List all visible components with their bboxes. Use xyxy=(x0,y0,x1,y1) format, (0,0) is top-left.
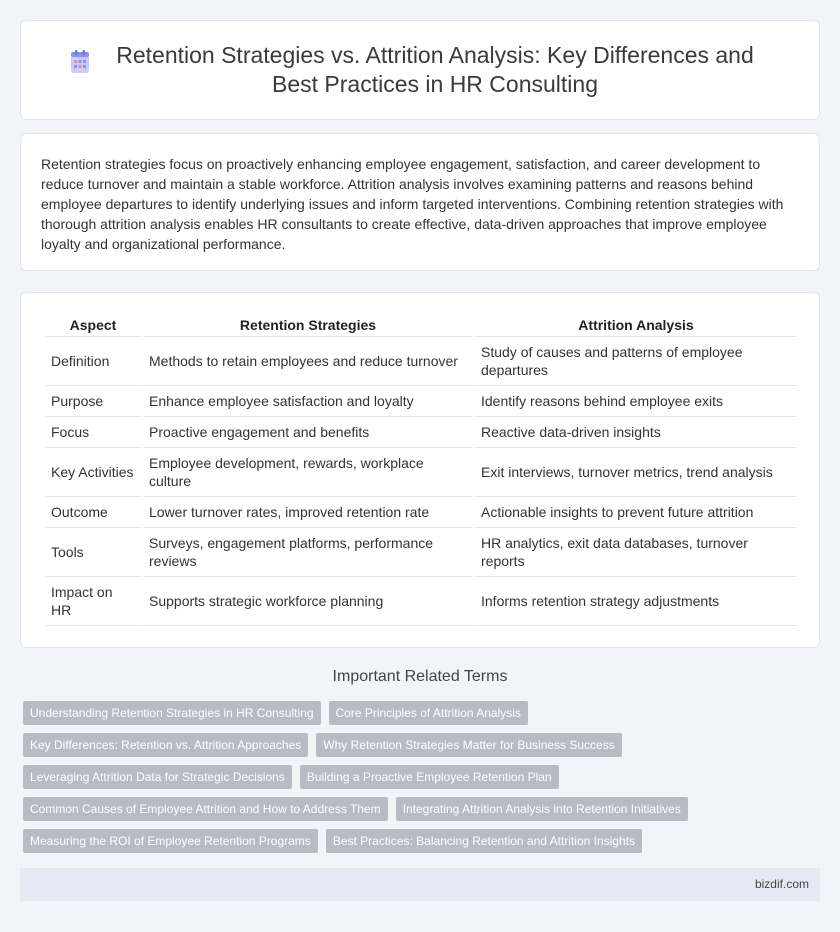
related-term-link[interactable]: Measuring the ROI of Employee Retention Programs xyxy=(23,829,318,853)
table-header-attrition: Attrition Analysis xyxy=(475,311,797,337)
page-title: Retention Strategies vs. Attrition Analysis: Key Differences and Best Practices in HR Consulting xyxy=(116,42,754,97)
tag-row xyxy=(23,701,823,725)
table-cell: Enhance employee satisfaction and loyalty xyxy=(143,386,473,417)
table-cell: Study of causes and patterns of employee departures xyxy=(475,337,797,386)
related-term-link[interactable]: Understanding Retention Strategies in HR Consulting xyxy=(23,701,321,725)
table-cell: Informs retention strategy adjustments xyxy=(475,577,797,626)
table-cell: Proactive engagement and benefits xyxy=(143,417,473,448)
intro-text: Retention strategies focus on proactively enhancing employee engagement, satisfaction, and career development to reduce turnover and maintain a stable workforce. Attrition analysis involves examining patterns and reasons behind employee departures to identify underlying issues and inform targeted interventions. Combining retention strategies with thorough attrition analysis enables HR consultants to create effective, data-driven approaches that improve employee loyalty and organizational performance. xyxy=(41,156,784,252)
related-terms-title: Important Related Terms xyxy=(332,668,508,685)
table-row xyxy=(45,448,797,497)
intro-card xyxy=(20,133,820,271)
table-row xyxy=(45,528,797,577)
table-cell: Identify reasons behind employee exits xyxy=(475,386,797,417)
table-cell: Exit interviews, turnover metrics, trend analysis xyxy=(475,448,797,497)
related-term-link[interactable]: Common Causes of Employee Attrition and How to Address Them xyxy=(23,797,388,821)
table-cell: Employee development, rewards, workplace culture xyxy=(143,448,473,497)
related-term-link[interactable]: Key Differences: Retention vs. Attrition Approaches xyxy=(23,733,308,757)
table-cell: Outcome xyxy=(45,497,141,528)
table-cell: Surveys, engagement platforms, performance reviews xyxy=(143,528,473,577)
header-card xyxy=(20,20,820,120)
related-term-link[interactable]: Integrating Attrition Analysis into Retention Initiatives xyxy=(396,797,688,821)
table-row xyxy=(45,577,797,626)
table-cell: HR analytics, exit data databases, turnover reports xyxy=(475,528,797,577)
table-row xyxy=(45,497,797,528)
related-term-link[interactable]: Best Practices: Balancing Retention and Attrition Insights xyxy=(326,829,642,853)
document-icon xyxy=(67,49,93,75)
table-cell: Lower turnover rates, improved retention rate xyxy=(143,497,473,528)
tag-row xyxy=(23,797,823,821)
table-cell: Focus xyxy=(45,417,141,448)
related-term-link[interactable]: Why Retention Strategies Matter for Business Success xyxy=(316,733,621,757)
table-cell: Tools xyxy=(45,528,141,577)
table-cell: Actionable insights to prevent future attrition xyxy=(475,497,797,528)
table-header-aspect: Aspect xyxy=(45,311,141,337)
tag-row xyxy=(23,765,823,789)
related-term-link[interactable]: Building a Proactive Employee Retention Plan xyxy=(300,765,559,789)
table-row xyxy=(45,386,797,417)
table-row xyxy=(45,417,797,448)
table-cell: Impact on HR xyxy=(45,577,141,626)
table-cell: Definition xyxy=(45,337,141,386)
related-term-link[interactable]: Leveraging Attrition Data for Strategic Decisions xyxy=(23,765,292,789)
table-cell: Key Activities xyxy=(45,448,141,497)
tag-row xyxy=(23,829,823,853)
comparison-table xyxy=(43,311,799,626)
table-header-retention: Retention Strategies xyxy=(143,311,473,337)
related-term-link[interactable]: Core Principles of Attrition Analysis xyxy=(329,701,528,725)
tag-row xyxy=(23,733,823,757)
table-row xyxy=(45,337,797,386)
site-name[interactable]: bizdif.com xyxy=(754,877,809,891)
related-terms-list xyxy=(23,701,823,861)
table-cell: Purpose xyxy=(45,386,141,417)
comparison-card xyxy=(20,292,820,648)
table-header-row xyxy=(45,311,797,337)
table-cell: Methods to retain employees and reduce turnover xyxy=(143,337,473,386)
table-cell: Supports strategic workforce planning xyxy=(143,577,473,626)
table-cell: Reactive data-driven insights xyxy=(475,417,797,448)
footer xyxy=(20,868,820,901)
